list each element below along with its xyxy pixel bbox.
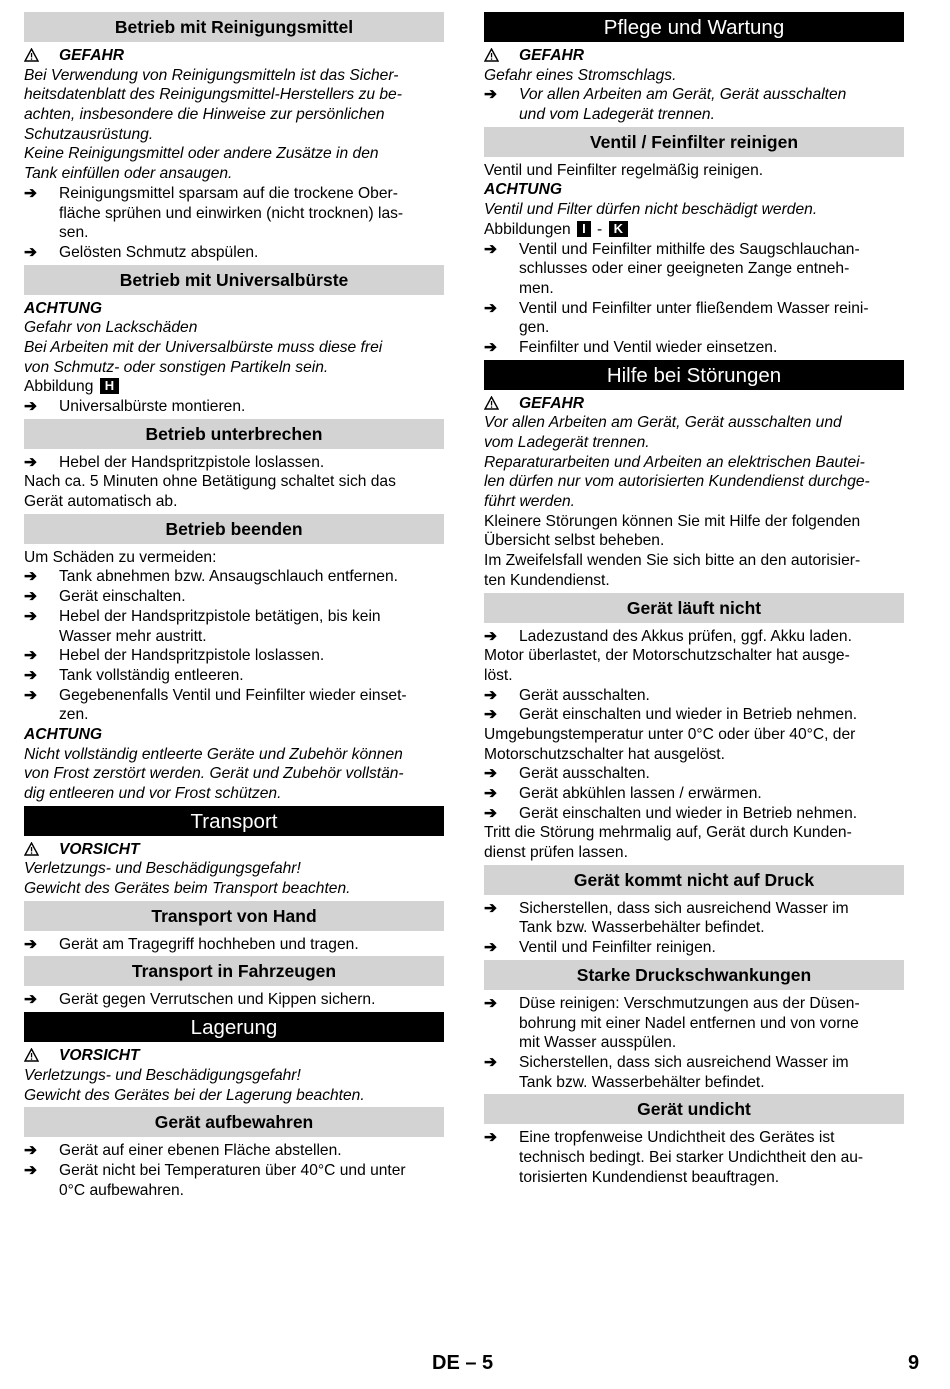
arrow-right-icon: ➔ xyxy=(24,1142,38,1160)
step-continuation: Wasser mehr austritt. xyxy=(59,627,207,645)
warning-text: Keine Reinigungsmittel oder andere Zusätze in den xyxy=(24,145,379,163)
section-heading: Starke Druckschwankungen xyxy=(484,960,904,990)
warning-text: achten, insbesondere die Hinweise zur persönlichen xyxy=(24,106,385,124)
body-text: Motor überlastet, der Motorschutzschalter hat ausge- xyxy=(484,647,850,665)
arrow-right-icon: ➔ xyxy=(24,647,38,665)
warning-text: vom Ladegerät trennen. xyxy=(484,434,650,451)
body-text: ten Kundendienst. xyxy=(484,571,610,589)
section-heading: Betrieb beenden xyxy=(24,514,444,544)
arrow-right-icon: ➔ xyxy=(24,398,38,415)
arrow-right-icon: ➔ xyxy=(24,453,38,471)
figure-badge: K xyxy=(609,221,628,237)
step-item: ➔ Tank abnehmen bzw. Ansaugschlauch entfernen. xyxy=(24,568,398,586)
warning-text: Tank einfüllen oder ansaugen. xyxy=(24,165,233,183)
danger-label-row xyxy=(484,394,904,414)
section-heading: Ventil / Feinfilter reinigen xyxy=(484,127,904,157)
step-item: ➔ Tank vollständig entleeren. xyxy=(24,666,244,684)
warning-text: Gewicht des Gerätes beim Transport beachten. xyxy=(24,880,351,898)
arrow-right-icon: ➔ xyxy=(484,240,498,258)
arrow-right-icon: ➔ xyxy=(484,765,498,783)
warning-text: Gefahr eines Stromschlags. xyxy=(484,66,677,84)
step-item: ➔ Gerät einschalten und wieder in Betrieb nehmen. xyxy=(484,804,858,822)
step-item: ➔ Hebel der Handspritzpistole loslassen. xyxy=(24,453,325,471)
arrow-right-icon: ➔ xyxy=(24,243,38,261)
step-continuation: fläche sprühen und einwirken (nicht trocknen) las- xyxy=(59,204,404,222)
page-number: 9 xyxy=(908,1352,920,1374)
body-text: Nach ca. 5 Minuten ohne Betätigung schaltet sich das xyxy=(24,473,396,491)
warning-text: Reparaturarbeiten und Arbeiten an elektrischen Bautei- xyxy=(484,453,865,471)
warning-text: Verletzungs- und Beschädigungsgefahr! xyxy=(24,860,301,878)
step-continuation: Tank bzw. Wasserbehälter befindet. xyxy=(519,1073,765,1091)
caution-label: ACHTUNG xyxy=(24,725,102,743)
warning-text: Ventil und Filter dürfen nicht beschädigt werden. xyxy=(484,201,818,219)
step-item: ➔ Gelösten Schmutz abspülen. xyxy=(24,243,259,261)
step-item: ➔ Gerät gegen Verrutschen und Kippen sichern. xyxy=(24,991,376,1009)
warning-text: Gewicht des Gerätes bei der Lagerung beachten. xyxy=(24,1086,365,1104)
figure-badge: I xyxy=(577,221,591,237)
danger-label-row xyxy=(484,46,904,66)
step-item: ➔ Gerät einschalten und wieder in Betrieb nehmen. xyxy=(484,706,858,724)
arrow-right-icon: ➔ xyxy=(484,627,498,645)
arrow-right-icon: ➔ xyxy=(484,1129,498,1147)
step-item: ➔ Gerät abkühlen lassen / erwärmen. xyxy=(484,785,762,802)
step-item: ➔ Gerät nicht bei Temperaturen über 40°C und unter xyxy=(24,1161,406,1179)
body-text: Gerät automatisch ab. xyxy=(24,493,178,511)
right-column xyxy=(484,10,904,1187)
warning-text: Nicht vollständig entleerte Geräte und Zubehör können xyxy=(24,745,403,763)
arrow-right-icon: ➔ xyxy=(484,899,498,917)
arrow-right-icon: ➔ xyxy=(24,184,38,202)
step-item: ➔ Reinigungsmittel sparsam auf die trockene Ober- xyxy=(24,184,398,202)
caution-label: VORSICHT xyxy=(59,840,140,858)
section-heading: Betrieb unterbrechen xyxy=(24,419,444,449)
arrow-right-icon: ➔ xyxy=(484,1053,498,1071)
body-text: Kleinere Störungen können Sie mit Hilfe der folgenden xyxy=(484,512,861,530)
step-continuation: sen. xyxy=(59,224,89,242)
step-continuation: gen. xyxy=(519,319,550,337)
body-text: Ventil und Feinfilter regelmäßig reinigen. xyxy=(484,161,764,179)
section-heading: Betrieb mit Universalbürste xyxy=(24,265,444,295)
body-text: Im Zweifelsfall wenden Sie sich bitte an den autorisier- xyxy=(484,552,861,570)
body-text: dienst prüfen lassen. xyxy=(484,844,628,862)
arrow-right-icon: ➔ xyxy=(24,568,38,586)
warning-text: von Frost zerstört werden. Gerät und Zubehör vollstän- xyxy=(24,765,404,783)
step-continuation: mit Wasser ausspülen. xyxy=(519,1034,677,1052)
arrow-right-icon: ➔ xyxy=(484,994,498,1012)
figure-reference: Abbildungen I - K xyxy=(484,220,904,240)
warning-text: len dürfen nur vom autorisierten Kundendienst durchge- xyxy=(484,473,870,491)
arrow-right-icon: ➔ xyxy=(484,706,498,724)
arrow-right-icon: ➔ xyxy=(484,86,498,104)
warning-triangle-icon xyxy=(24,46,59,66)
section-heading: Gerät läuft nicht xyxy=(484,593,904,623)
step-continuation: und vom Ladegerät trennen. xyxy=(519,106,715,124)
section-heading: Transport von Hand xyxy=(24,901,444,931)
body-text: Um Schäden zu vermeiden: xyxy=(24,548,217,566)
step-item: ➔ Sicherstellen, dass sich ausreichend Wasser im xyxy=(484,1053,849,1071)
danger-label: GEFAHR xyxy=(519,394,584,412)
chapter-heading: Hilfe bei Störungen xyxy=(484,360,904,390)
warning-text: dig entleeren und vor Frost schützen. xyxy=(24,785,282,802)
danger-label: GEFAHR xyxy=(519,47,584,64)
step-item: ➔ Gerät auf einer ebenen Fläche abstellen. xyxy=(24,1142,342,1160)
body-text: Umgebungstemperatur unter 0°C oder über 40°C, der xyxy=(484,725,856,743)
caution-label: VORSICHT xyxy=(59,1047,140,1065)
section-heading: Betrieb mit Reinigungsmittel xyxy=(24,12,444,42)
caution-label: ACHTUNG xyxy=(484,181,562,199)
step-item: ➔ Gerät am Tragegriff hochheben und tragen. xyxy=(24,935,359,953)
arrow-right-icon: ➔ xyxy=(24,935,38,953)
step-item: ➔ Ventil und Feinfilter reinigen. xyxy=(484,939,716,957)
arrow-right-icon: ➔ xyxy=(24,666,38,684)
step-item: ➔ Gegebenenfalls Ventil und Feinfilter wieder einset- xyxy=(24,686,407,704)
figure-reference: Abbildung H xyxy=(24,377,444,397)
arrow-right-icon: ➔ xyxy=(24,1161,38,1179)
step-continuation: torisierten Kundendienst beauftragen. xyxy=(519,1168,780,1186)
warning-text: führt werden. xyxy=(484,493,576,511)
body-text: löst. xyxy=(484,666,513,684)
warning-text: Vor allen Arbeiten am Gerät, Gerät ausschalten und xyxy=(484,414,842,432)
arrow-right-icon: ➔ xyxy=(484,785,498,802)
step-continuation: technisch bedingt. Bei starker Undichtheit den au- xyxy=(519,1148,864,1166)
arrow-right-icon: ➔ xyxy=(484,299,498,317)
step-continuation: men. xyxy=(519,279,554,297)
caution-label-row xyxy=(24,840,444,860)
step-item: ➔ Hebel der Handspritzpistole betätigen, bis kein xyxy=(24,607,381,625)
warning-text: Bei Verwendung von Reinigungsmitteln ist das Sicher- xyxy=(24,66,399,84)
step-item: ➔ Ventil und Feinfilter unter fließendem Wasser reini- xyxy=(484,299,869,317)
arrow-right-icon: ➔ xyxy=(24,991,38,1009)
footer-language-code: DE – 5 xyxy=(432,1352,494,1374)
body-text: Tritt die Störung mehrmalig auf, Gerät durch Kunden- xyxy=(484,824,852,842)
danger-label-row xyxy=(24,46,444,66)
step-continuation: 0°C aufbewahren. xyxy=(59,1181,185,1199)
step-item: ➔ Gerät einschalten. xyxy=(24,588,186,606)
arrow-right-icon: ➔ xyxy=(484,686,498,704)
chapter-heading: Lagerung xyxy=(24,1012,444,1042)
warning-text: heitsdatenblatt des Reinigungsmittel-Herstellers zu be- xyxy=(24,86,402,104)
body-text: Übersicht selbst beheben. xyxy=(484,532,665,550)
body-text: Motorschutzschalter hat ausgelöst. xyxy=(484,745,725,763)
step-continuation: schlusses oder einer geeigneten Zange entneh- xyxy=(519,260,850,278)
arrow-right-icon: ➔ xyxy=(484,338,498,356)
step-continuation: zen. xyxy=(59,706,89,724)
step-item: ➔ Sicherstellen, dass sich ausreichend Wasser im xyxy=(484,899,849,917)
arrow-right-icon: ➔ xyxy=(24,607,38,625)
step-item: ➔ Universalbürste montieren. xyxy=(24,398,246,415)
left-column xyxy=(24,10,444,1200)
step-item: ➔ Ladezustand des Akkus prüfen, ggf. Akku laden. xyxy=(484,627,852,645)
warning-text: von Schmutz- oder sonstigen Partikeln sein. xyxy=(24,358,329,376)
step-item: ➔ Ventil und Feinfilter mithilfe des Saugschlauchan- xyxy=(484,240,860,258)
warning-triangle-icon xyxy=(484,394,519,414)
arrow-right-icon: ➔ xyxy=(484,804,498,822)
step-item: ➔ Düse reinigen: Verschmutzungen aus der Düsen- xyxy=(484,994,860,1012)
arrow-right-icon: ➔ xyxy=(24,686,38,704)
arrow-right-icon: ➔ xyxy=(484,939,498,957)
danger-label: GEFAHR xyxy=(59,47,124,64)
figure-badge: H xyxy=(100,378,119,394)
step-continuation: bohrung mit einer Nadel entfernen und von vorne xyxy=(519,1014,859,1032)
chapter-heading: Pflege und Wartung xyxy=(484,12,904,42)
warning-triangle-icon xyxy=(24,1046,59,1066)
step-item: ➔ Hebel der Handspritzpistole loslassen. xyxy=(24,647,325,665)
section-heading: Gerät kommt nicht auf Druck xyxy=(484,865,904,895)
caution-label-row xyxy=(24,1046,444,1066)
step-item: ➔ Feinfilter und Ventil wieder einsetzen. xyxy=(484,338,778,356)
step-item: ➔ Eine tropfenweise Undichtheit des Gerätes ist xyxy=(484,1129,835,1147)
warning-text: Bei Arbeiten mit der Universalbürste muss diese frei xyxy=(24,338,383,356)
step-item: ➔ Gerät ausschalten. xyxy=(484,686,650,704)
warning-text: Verletzungs- und Beschädigungsgefahr! xyxy=(24,1066,301,1084)
section-heading: Gerät aufbewahren xyxy=(24,1107,444,1137)
arrow-right-icon: ➔ xyxy=(24,588,38,606)
section-heading: Transport in Fahrzeugen xyxy=(24,956,444,986)
chapter-heading: Transport xyxy=(24,806,444,836)
warning-triangle-icon xyxy=(24,840,59,860)
caution-label: ACHTUNG xyxy=(24,299,102,317)
warning-text: Gefahr von Lackschäden xyxy=(24,319,198,337)
step-continuation: Tank bzw. Wasserbehälter befindet. xyxy=(519,919,765,937)
warning-triangle-icon xyxy=(484,46,519,66)
warning-text: Schutzausrüstung. xyxy=(24,125,154,143)
step-item: ➔ Gerät ausschalten. xyxy=(484,765,650,783)
section-heading: Gerät undicht xyxy=(484,1094,904,1124)
step-item: ➔ Vor allen Arbeiten am Gerät, Gerät ausschalten xyxy=(484,86,847,104)
